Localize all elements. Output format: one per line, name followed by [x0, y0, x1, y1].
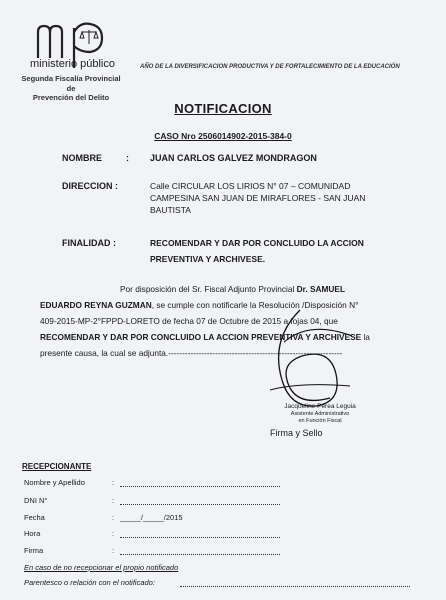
- fecha-value: _____/_____/2015: [120, 513, 183, 522]
- fiscalia-name: [16, 74, 126, 103]
- nombre-apellido-label: Nombre y Apellido: [24, 478, 85, 487]
- year-motto: AÑO DE LA DIVERSIFICACION PRODUCTIVA Y DE FORTALECIMIENTO DE LA EDUCACIÓN: [140, 64, 400, 70]
- fiscal-name-part-2: EDUARDO REYNA GUZMAN: [40, 300, 152, 310]
- nombre-label: NOMBRE: [62, 153, 102, 163]
- fecha-colon: :: [112, 513, 115, 522]
- firma-colon: :: [112, 546, 115, 555]
- signer-role-1: Asistente Administrativo: [290, 411, 350, 417]
- finalidad-line-1: RECOMENDAR Y DAR POR CONCLUIDO LA ACCION: [150, 238, 364, 248]
- dni-label: DNI N°: [24, 496, 48, 505]
- fiscalia-line-1: Segunda Fiscalía Provincial de: [21, 74, 121, 93]
- direccion-line-1: Calle CIRCULAR LOS LIRIOS N° 07 – COMUNIDAD: [150, 181, 351, 191]
- nombre-colon: :: [126, 153, 129, 163]
- direccion-line-3: BAUTISTA: [150, 205, 191, 215]
- document-title: NOTIFICACION: [174, 101, 272, 116]
- recepcionante-title: RECEPCIONANTE: [22, 462, 92, 471]
- finalidad-label: FINALIDAD :: [62, 238, 116, 248]
- signer-name: Jacqueline Perea Leguia: [284, 403, 356, 410]
- fecha-label: Fecha: [24, 513, 45, 522]
- finalidad-line-2: PREVENTIVA Y ARCHIVESE.: [150, 254, 266, 264]
- handwritten-signature: [230, 290, 390, 420]
- body-p2: , se cumple con notificarle la Resolución /Disposición N°: [151, 300, 359, 310]
- direccion-line-2: CAMPESINA SAN JUAN DE MIRAFLORES - SAN JUAN: [150, 193, 366, 203]
- fiscalia-line-2: Prevención del Delito: [32, 93, 110, 102]
- body-line-3: 409-2015-MP-2°FPPD-LORETO de fecha 07 de Octubre de 2015 a fojas 04, que: [40, 316, 338, 326]
- nombre-apellido-line: [120, 486, 280, 487]
- firma-label: Firma: [24, 546, 44, 555]
- direccion-label: DIRECCION :: [62, 181, 118, 191]
- dni-line: [120, 504, 280, 505]
- hora-line: [120, 537, 280, 538]
- hora-label: Hora: [24, 529, 41, 538]
- case-number: CASO Nro 2506014902-2015-384-0: [154, 131, 292, 141]
- body-p1: Por disposición del Sr. Fiscal Adjunto Provincial: [120, 284, 297, 294]
- footnote-no-recepcion: En caso de no recepcionar el propio notificado: [24, 563, 179, 572]
- nombre-value: JUAN CARLOS GALVEZ MONDRAGON: [150, 153, 317, 163]
- body-resolution: RECOMENDAR Y DAR POR CONCLUIDO LA ACCION PREVENTIVA Y ARCHIVESE: [40, 332, 362, 342]
- logo-wordmark: ministerio público: [30, 58, 115, 70]
- dni-colon: :: [112, 496, 115, 505]
- firma-line: [120, 554, 280, 555]
- nombre-apellido-colon: :: [112, 478, 115, 487]
- body-p4-end: la: [361, 332, 370, 342]
- parentesco-label: Parentesco o relación con el notificado:: [24, 578, 155, 587]
- fiscal-name-part-1: Dr. SAMUEL: [296, 284, 346, 294]
- signer-role-2: en Función Fiscal: [298, 418, 342, 424]
- body-line-5: presente causa, la cual se adjunta.---------------------------------------------------------------: [40, 348, 343, 358]
- hora-colon: :: [112, 529, 115, 538]
- firma-y-sello: Firma y Sello: [270, 428, 323, 438]
- parentesco-line: [180, 586, 410, 587]
